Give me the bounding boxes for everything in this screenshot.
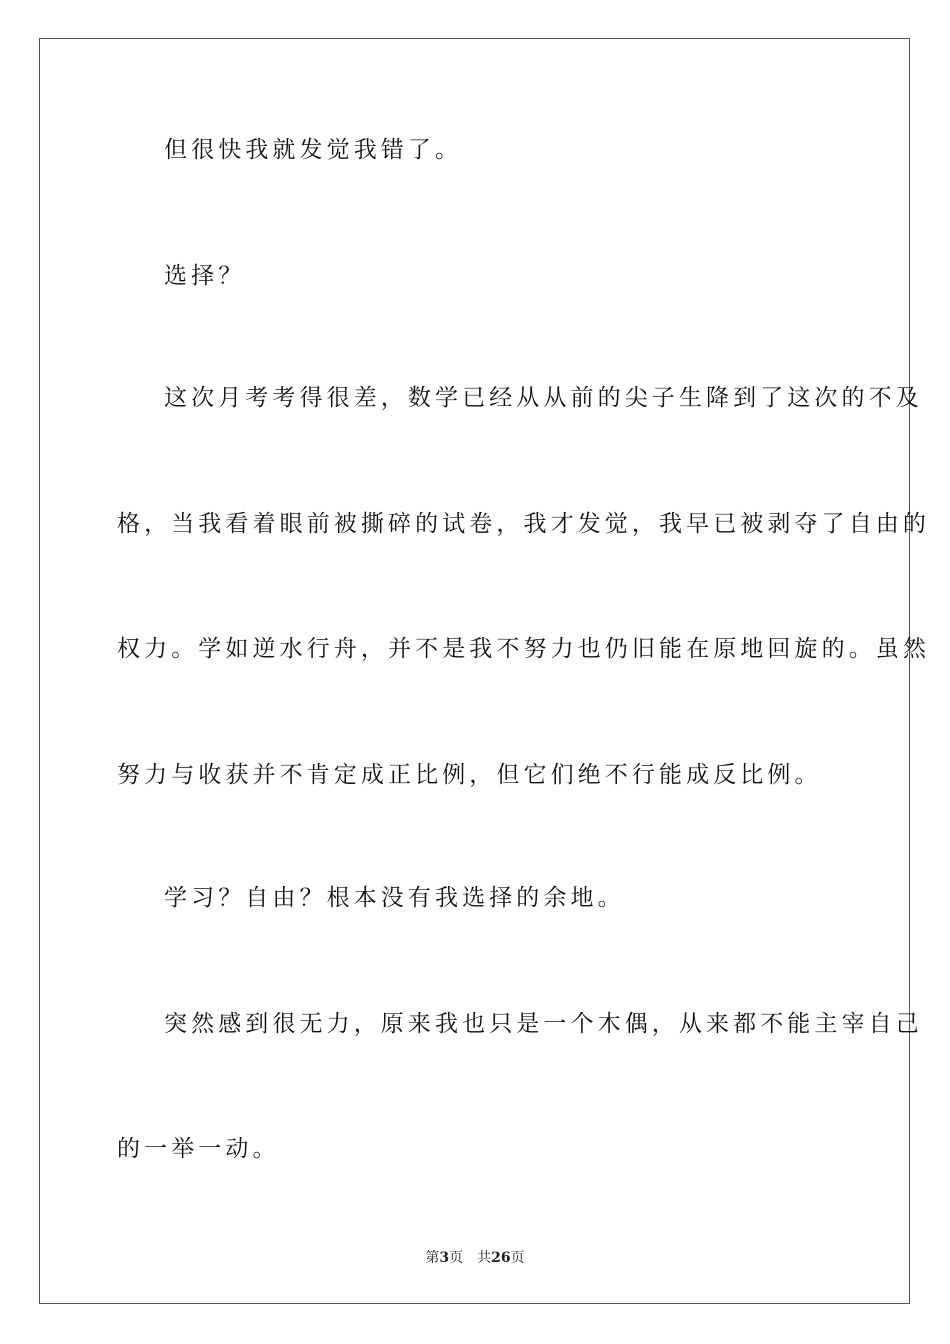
paragraph-line-5: 权力。学如逆水行舟，并不是我不努力也仍旧能在原地回旋的。虽然 bbox=[117, 636, 930, 662]
page-border bbox=[39, 38, 930, 1304]
paragraph-line-2: 选择？ bbox=[164, 263, 246, 289]
footer-total-pages: 26 bbox=[491, 1250, 511, 1266]
footer-page-prefix: 第 bbox=[425, 1250, 440, 1266]
paragraph-line-1: 但很快我就发觉我错了。 bbox=[164, 137, 463, 163]
page-footer bbox=[0, 1249, 950, 1267]
paragraph-line-4: 格，当我看着眼前被撕碎的试卷，我才发觉，我早已被剥夺了自由的 bbox=[117, 511, 930, 537]
footer-page-suffix: 页 bbox=[449, 1250, 464, 1266]
paragraph-line-7: 学习？自由？根本没有我选择的余地。 bbox=[164, 885, 625, 911]
paragraph-line-3: 这次月考考得很差，数学已经从从前的尖子生降到了这次的不及 bbox=[164, 385, 923, 411]
footer-page-number: 3 bbox=[439, 1250, 450, 1266]
footer-total-prefix: 共 bbox=[477, 1250, 492, 1266]
footer-total-suffix: 页 bbox=[510, 1250, 525, 1266]
paragraph-line-6: 努力与收获并不肯定成正比例，但它们绝不行能成反比例。 bbox=[117, 762, 822, 788]
paragraph-line-9: 的一举一动。 bbox=[117, 1136, 280, 1162]
paragraph-line-8: 突然感到很无力，原来我也只是一个木偶，从来都不能主宰自己 bbox=[164, 1011, 923, 1037]
